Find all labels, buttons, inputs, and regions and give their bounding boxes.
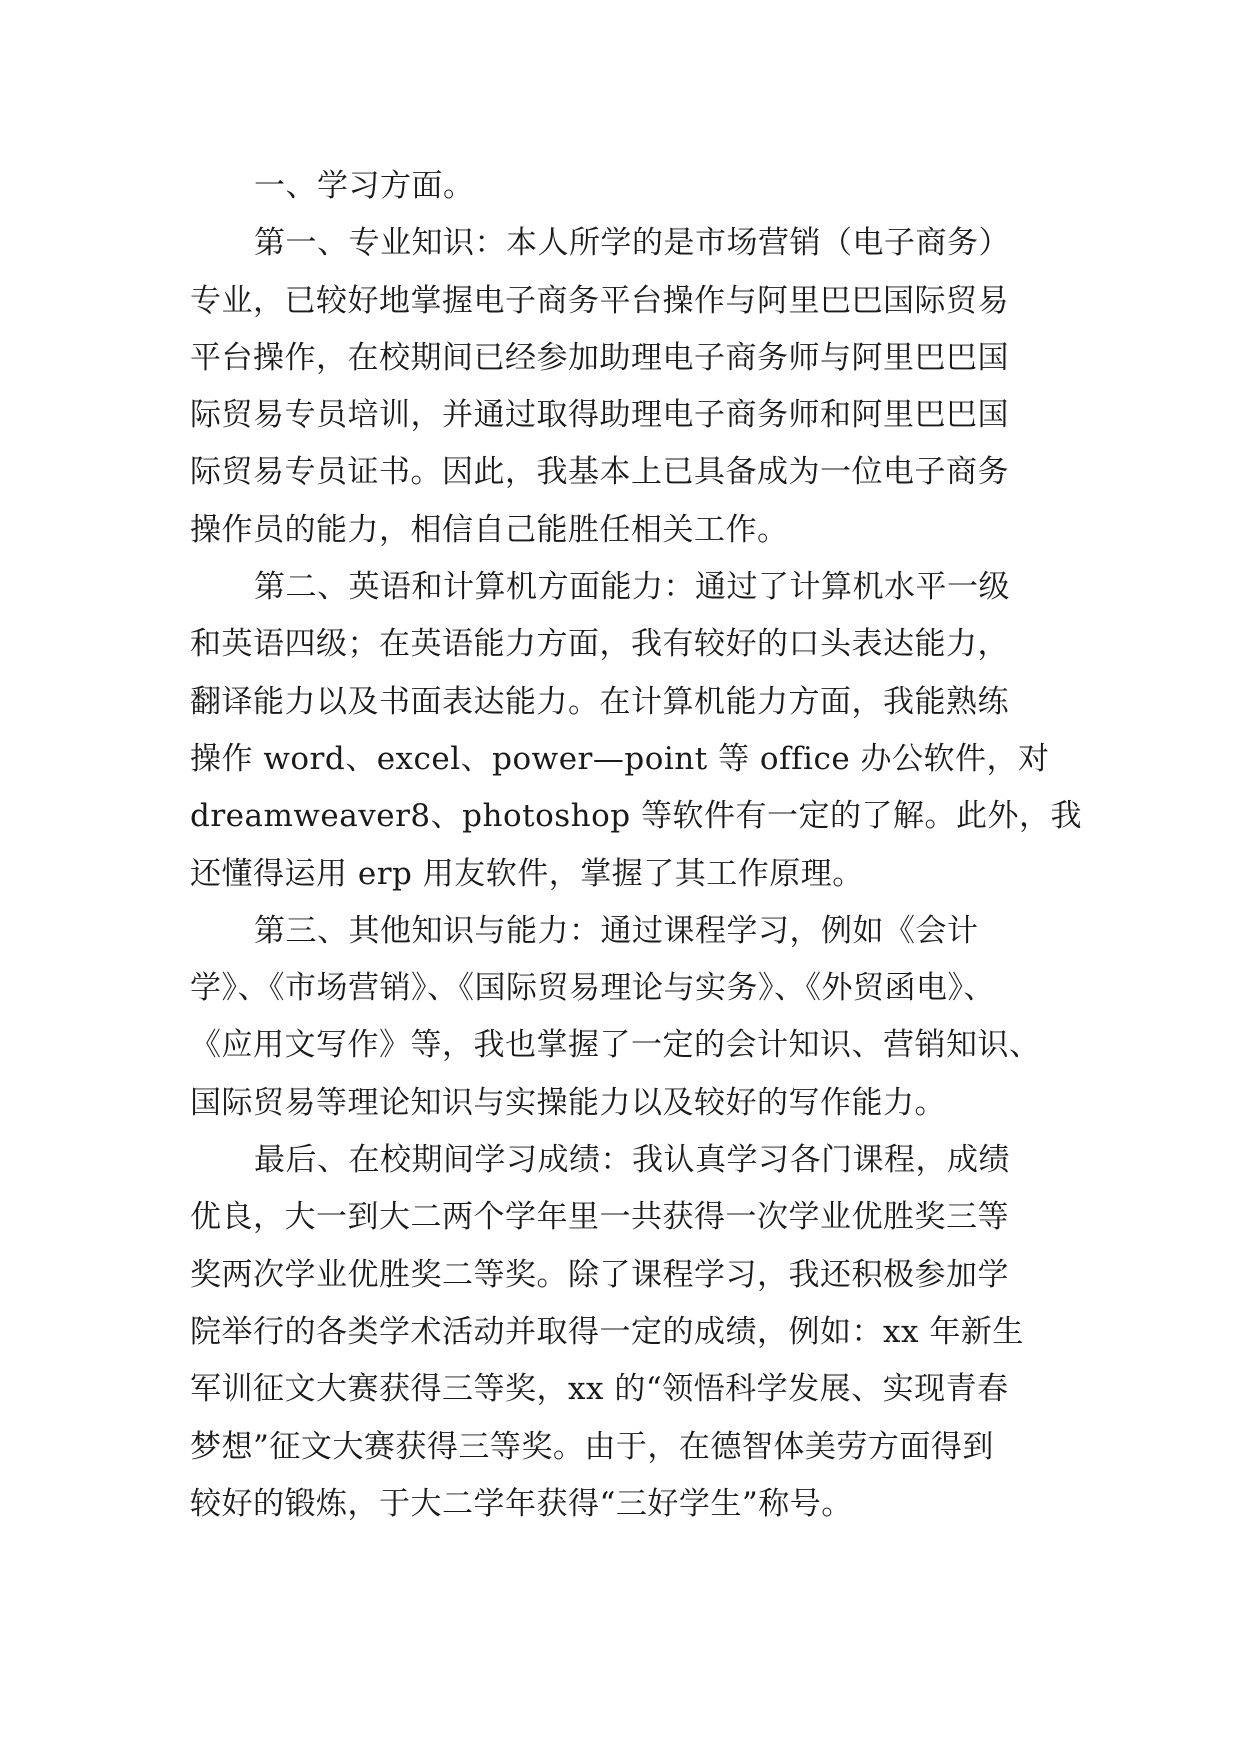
paragraph-line: 国际贸易等理论知识与实操能力以及较好的写作能力。 [190, 1084, 946, 1121]
paragraph-line: 际贸易专员培训，并通过取得助理电子商务师和阿里巴巴国 [190, 397, 1009, 434]
paragraph-line: 第三、其他知识与能力：通过课程学习，例如《会计 [254, 912, 979, 949]
document-body [190, 158, 1082, 1533]
paragraph-line: 军训征文大赛获得三等奖，xx 的“领悟科学发展、实现青春 [190, 1371, 1009, 1408]
paragraph-line: 《应用文写作》等，我也掌握了一定的会计知识、营销知识、 [190, 1027, 1041, 1064]
paragraph-line: 操作 word、excel、power—point 等 office 办公软件，对 [190, 740, 1050, 777]
paragraph-line: 学》、《市场营销》、《国际贸易理论与实务》、《外贸函电》、 [190, 970, 995, 1007]
paragraph-line: 梦想”征文大赛获得三等奖。由于，在德智体美劳方面得到 [190, 1428, 994, 1465]
paragraph-line: 翻译能力以及书面表达能力。在计算机能力方面，我能熟练 [190, 683, 1009, 720]
paragraph-line: 际贸易专员证书。因此，我基本上已具备成为一位电子商务 [190, 454, 1009, 491]
paragraph-line: 还懂得运用 erp 用友软件，掌握了其工作原理。 [190, 855, 864, 892]
section-heading: 一、学习方面。 [254, 168, 475, 204]
paragraph-line: 奖两次学业优胜奖二等奖。除了课程学习，我还积极参加学 [190, 1256, 1009, 1293]
paragraph-line: 平台操作，在校期间已经参加助理电子商务师与阿里巴巴国 [190, 339, 1009, 376]
paragraph-line: 和英语四级；在英语能力方面，我有较好的口头表达能力， [190, 626, 1009, 663]
paragraph-line: 较好的锻炼，于大二学年获得“三好学生”称号。 [190, 1485, 853, 1522]
paragraph-line: 第二、英语和计算机方面能力：通过了计算机水平一级 [254, 569, 1010, 606]
paragraph-line: 优良，大一到大二两个学年里一共获得一次学业优胜奖三等 [190, 1199, 1009, 1236]
paragraph-line: 专业，已较好地掌握电子商务平台操作与阿里巴巴国际贸易 [190, 282, 1009, 319]
paragraph-line: 最后、在校期间学习成绩：我认真学习各门课程，成绩 [254, 1142, 1010, 1179]
paragraph-line: dreamweaver8、photoshop 等软件有一定的了解。此外，我 [190, 798, 1082, 835]
paragraph-line: 第一、专业知识：本人所学的是市场营销（电子商务） [254, 225, 1010, 262]
paragraph-line: 院举行的各类学术活动并取得一定的成绩，例如：xx 年新生 [190, 1313, 1024, 1350]
paragraph-line: 操作员的能力，相信自己能胜任相关工作。 [190, 511, 789, 548]
